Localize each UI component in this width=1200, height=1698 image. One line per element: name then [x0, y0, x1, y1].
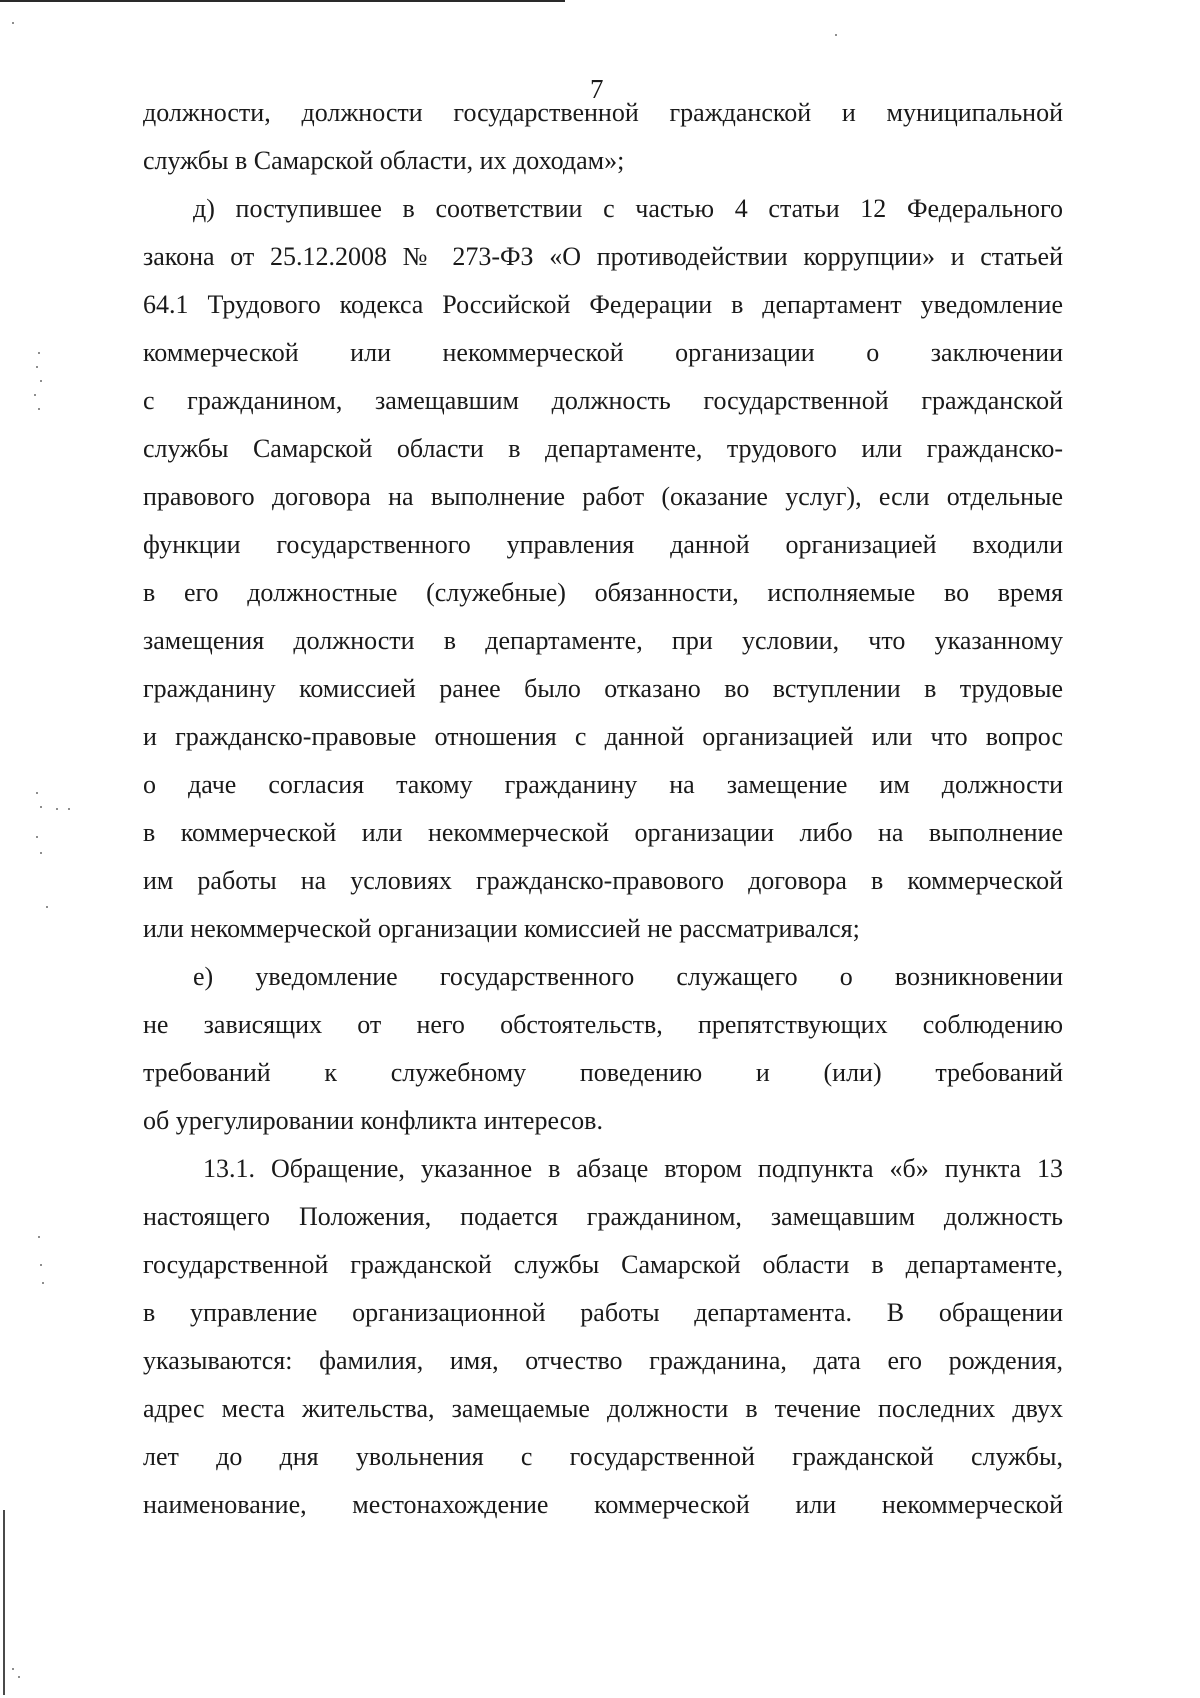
- text-line: настоящего Положения, подается гражданином, замещавшим должность: [143, 1202, 1063, 1231]
- text-line: или некоммерческой организации комиссией не рассматривался;: [143, 914, 860, 943]
- text-line: не зависящих от него обстоятельств, препятствующих соблюдению: [143, 1010, 1063, 1039]
- text-line: должности, должности государственной гражданской и муниципальной: [143, 98, 1063, 127]
- scan-speck: [40, 380, 42, 382]
- text-line: адрес места жительства, замещаемые должности в течение последних двух: [143, 1394, 1063, 1423]
- text-line: в коммерческой или некоммерческой организации либо на выполнение: [143, 818, 1063, 847]
- text-line: государственной гражданской службы Самарской области в департаменте,: [143, 1250, 1063, 1279]
- text-line: закона от 25.12.2008 № 273-ФЗ «О противодействии коррупции» и статьей: [143, 242, 1063, 271]
- scan-speck: [12, 22, 14, 24]
- text-line: об урегулировании конфликта интересов.: [143, 1106, 603, 1135]
- text-line: замещения должности в департаменте, при условии, что указанному: [143, 626, 1063, 655]
- text-line: и гражданско-правовые отношения с данной организацией или что вопрос: [143, 722, 1063, 751]
- scan-speck: [36, 366, 38, 368]
- scan-speck: [56, 808, 58, 810]
- text-line: указываются: фамилия, имя, отчество гражданина, дата его рождения,: [143, 1346, 1063, 1375]
- text-line: о даче согласия такому гражданину на замещение им должности: [143, 770, 1063, 799]
- scan-speck: [40, 1264, 42, 1266]
- text-line: службы Самарской области в департаменте, трудового или гражданско-: [143, 434, 1063, 463]
- text-line: 64.1 Трудового кодекса Российской Федерации в департамент уведомление: [143, 290, 1063, 319]
- scan-speck: [46, 906, 48, 908]
- text-line: в его должностные (служебные) обязанности, исполняемые во время: [143, 578, 1063, 607]
- scan-speck: [36, 836, 38, 838]
- text-line: требований к служебному поведению и (или) требований: [143, 1058, 1063, 1087]
- scan-speck: [38, 352, 40, 354]
- text-line: службы в Самарской области, их доходам»;: [143, 146, 625, 175]
- scan-speck: [68, 808, 70, 810]
- text-line: им работы на условиях гражданско-правового договора в коммерческой: [143, 866, 1063, 895]
- text-line: гражданину комиссией ранее было отказано во вступлении в трудовые: [143, 674, 1063, 703]
- text-line: наименование, местонахождение коммерческой или некоммерческой: [143, 1490, 1063, 1519]
- scan-speck: [42, 1282, 44, 1284]
- text-line: е) уведомление государственного служащего о возникновении: [193, 962, 1063, 991]
- scan-speck: [835, 34, 837, 36]
- scan-speck: [12, 1668, 14, 1670]
- scan-top-border: [0, 0, 565, 2]
- text-line: д) поступившее в соответствии с частью 4 статьи 12 Федерального: [193, 194, 1063, 223]
- text-line: в управление организационной работы департамента. В обращении: [143, 1298, 1063, 1327]
- text-line: правового договора на выполнение работ (оказание услуг), если отдельные: [143, 482, 1063, 511]
- text-line: лет до дня увольнения с государственной гражданской службы,: [143, 1442, 1063, 1471]
- text-line: с гражданином, замещавшим должность государственной гражданской: [143, 386, 1063, 415]
- scan-margin-line: [3, 1510, 5, 1695]
- scan-speck: [40, 852, 42, 854]
- text-line: 13.1. Обращение, указанное в абзаце втором подпункта «б» пункта 13: [203, 1154, 1063, 1183]
- scan-speck: [18, 1676, 20, 1678]
- text-line: функции государственного управления данной организацией входили: [143, 530, 1063, 559]
- scan-speck: [38, 408, 40, 410]
- scan-speck: [34, 394, 36, 396]
- scan-speck: [40, 806, 42, 808]
- text-line: коммерческой или некоммерческой организации о заключении: [143, 338, 1063, 367]
- scan-speck: [36, 792, 38, 794]
- page-number: 7: [590, 74, 604, 104]
- scan-speck: [38, 1236, 40, 1238]
